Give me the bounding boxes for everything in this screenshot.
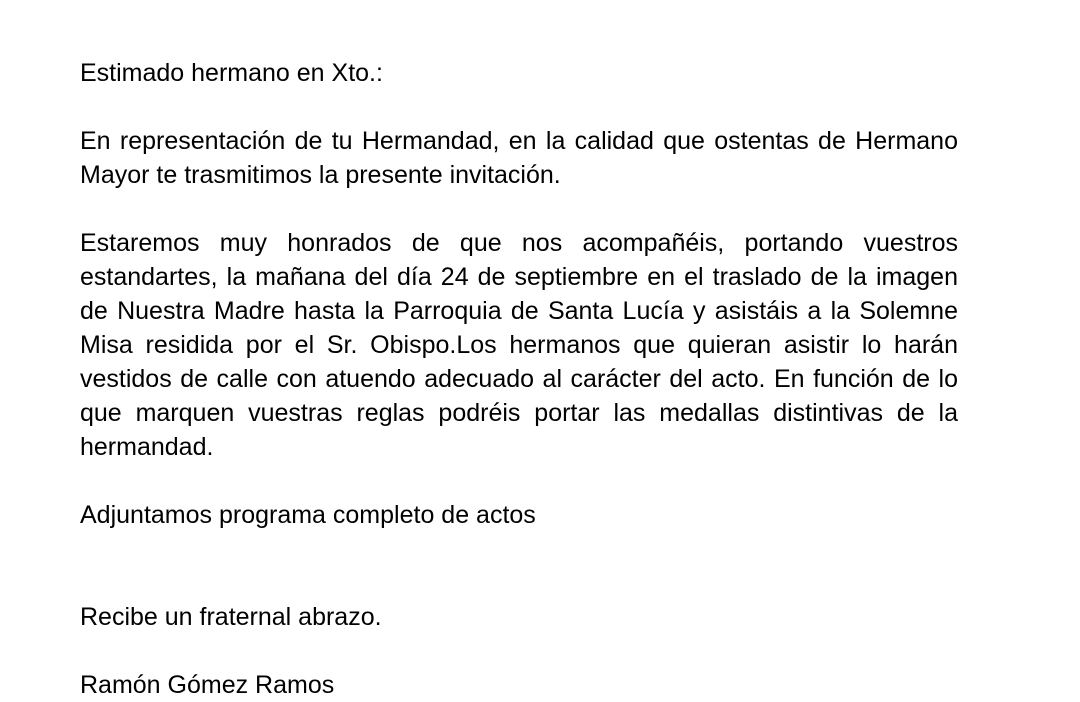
- closing: Recibe un fraternal abrazo.: [80, 603, 382, 631]
- attachment-note: Adjuntamos programa completo de actos: [80, 501, 536, 529]
- signature-name: Ramón Gómez Ramos: [80, 671, 335, 699]
- paragraph-details: Estaremos muy honrados de que nos acompañéis, portando vuestros estandartes, la mañana del día 24 de septiembre en el traslado de la imagen de Nuestra Madre hasta la Parroquia de Santa Lucía y asistáis a la Solemne Misa residida por el Sr. Obispo.Los hermanos que quieran asistir lo harán vestidos de calle con atuendo adecuado al carácter del acto. En función de lo que marquen vuestras reglas podréis portar las medallas distintivas de la hermandad.: [80, 229, 958, 461]
- letter-body: [80, 56, 958, 702]
- paragraph-invitation: En representación de tu Hermandad, en la calidad que ostentas de Hermano Mayor te trasmitimos la presente invitación.: [80, 127, 958, 189]
- salutation: Estimado hermano en Xto.:: [80, 59, 383, 87]
